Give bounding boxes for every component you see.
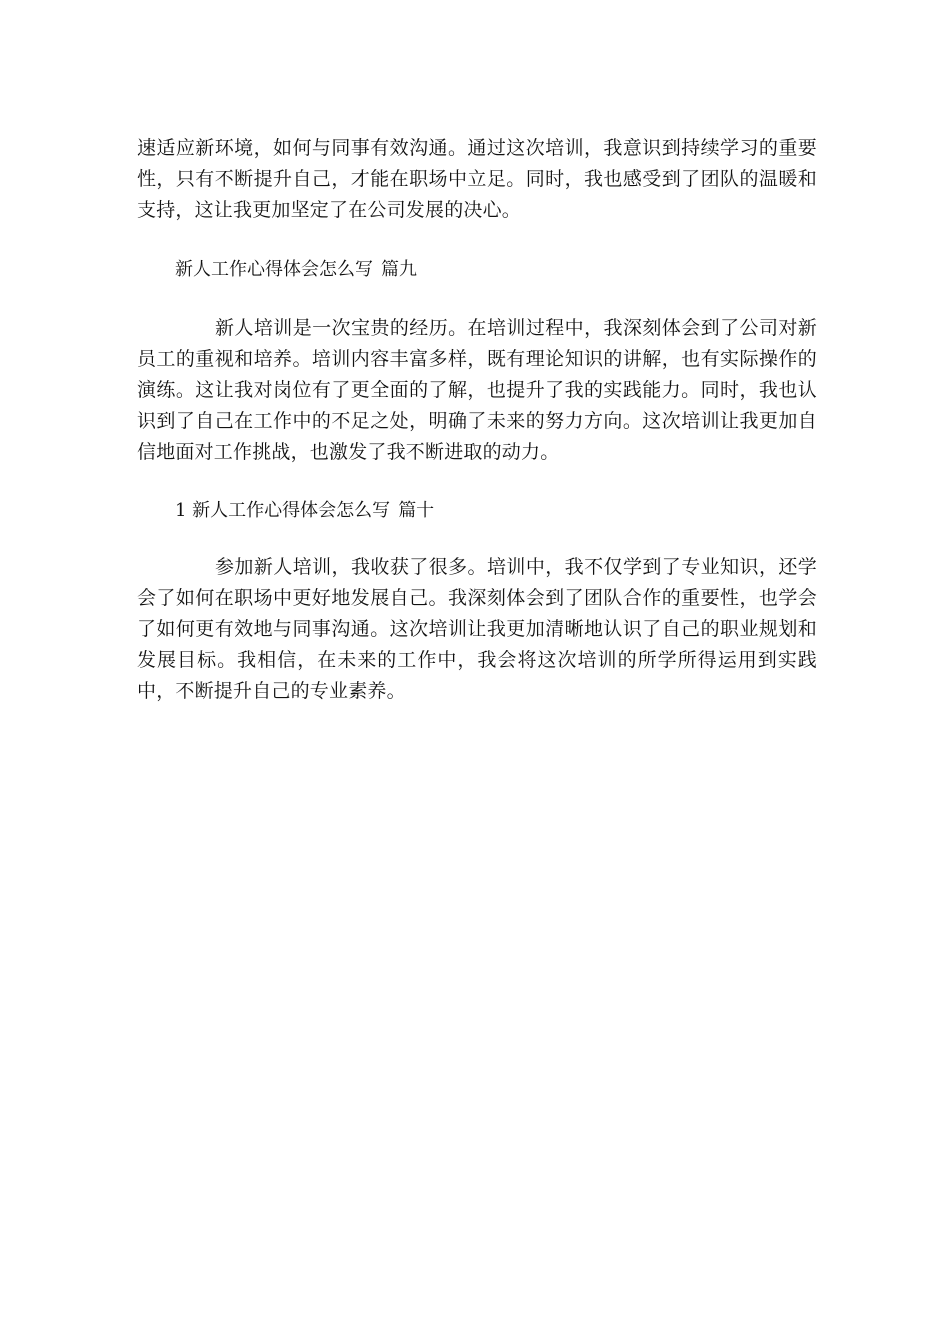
section-title-9: 新人工作心得体会怎么写 (175, 259, 373, 280)
continued-paragraph: 速适应新环境，如何与同事有效沟通。通过这次培训，我意识到持续学习的重要性，只有不断提升自己，才能在职场中立足。同时，我也感受到了团队的温暖和支持，这让我更加坚定了在公司发展的决心。 (137, 137, 817, 221)
section-heading-9 (175, 258, 417, 282)
section-heading-10 (175, 499, 434, 523)
section-body-10: 参加新人培训，我收获了很多。培训中，我不仅学到了专业知识，还学会了如何在职场中更好地发展自己。我深刻体会到了团队合作的重要性，也学会了如何更有效地与同事沟通。这次培训让我更加清晰地认识了自己的职业规划和发展目标。我相信，在未来的工作中，我会将这次培训的所学所得运用到实践中，不断提升自己的专业素养。 (137, 556, 817, 702)
section-label-9: 篇九 (381, 259, 417, 280)
section-title-10: 1 新人工作心得体会怎么写 (175, 500, 391, 521)
section-label-10: 篇十 (398, 500, 435, 521)
section-body-9: 新人培训是一次宝贵的经历。在培训过程中，我深刻体会到了公司对新员工的重视和培养。培训内容丰富多样，既有理论知识的讲解，也有实际操作的演练。这让我对岗位有了更全面的了解，也提升了我的实践能力。同时，我也认识到了自己在工作中的不足之处，明确了未来的努力方向。这次培训让我更加自信地面对工作挑战，也激发了我不断进取的动力。 (137, 317, 817, 463)
